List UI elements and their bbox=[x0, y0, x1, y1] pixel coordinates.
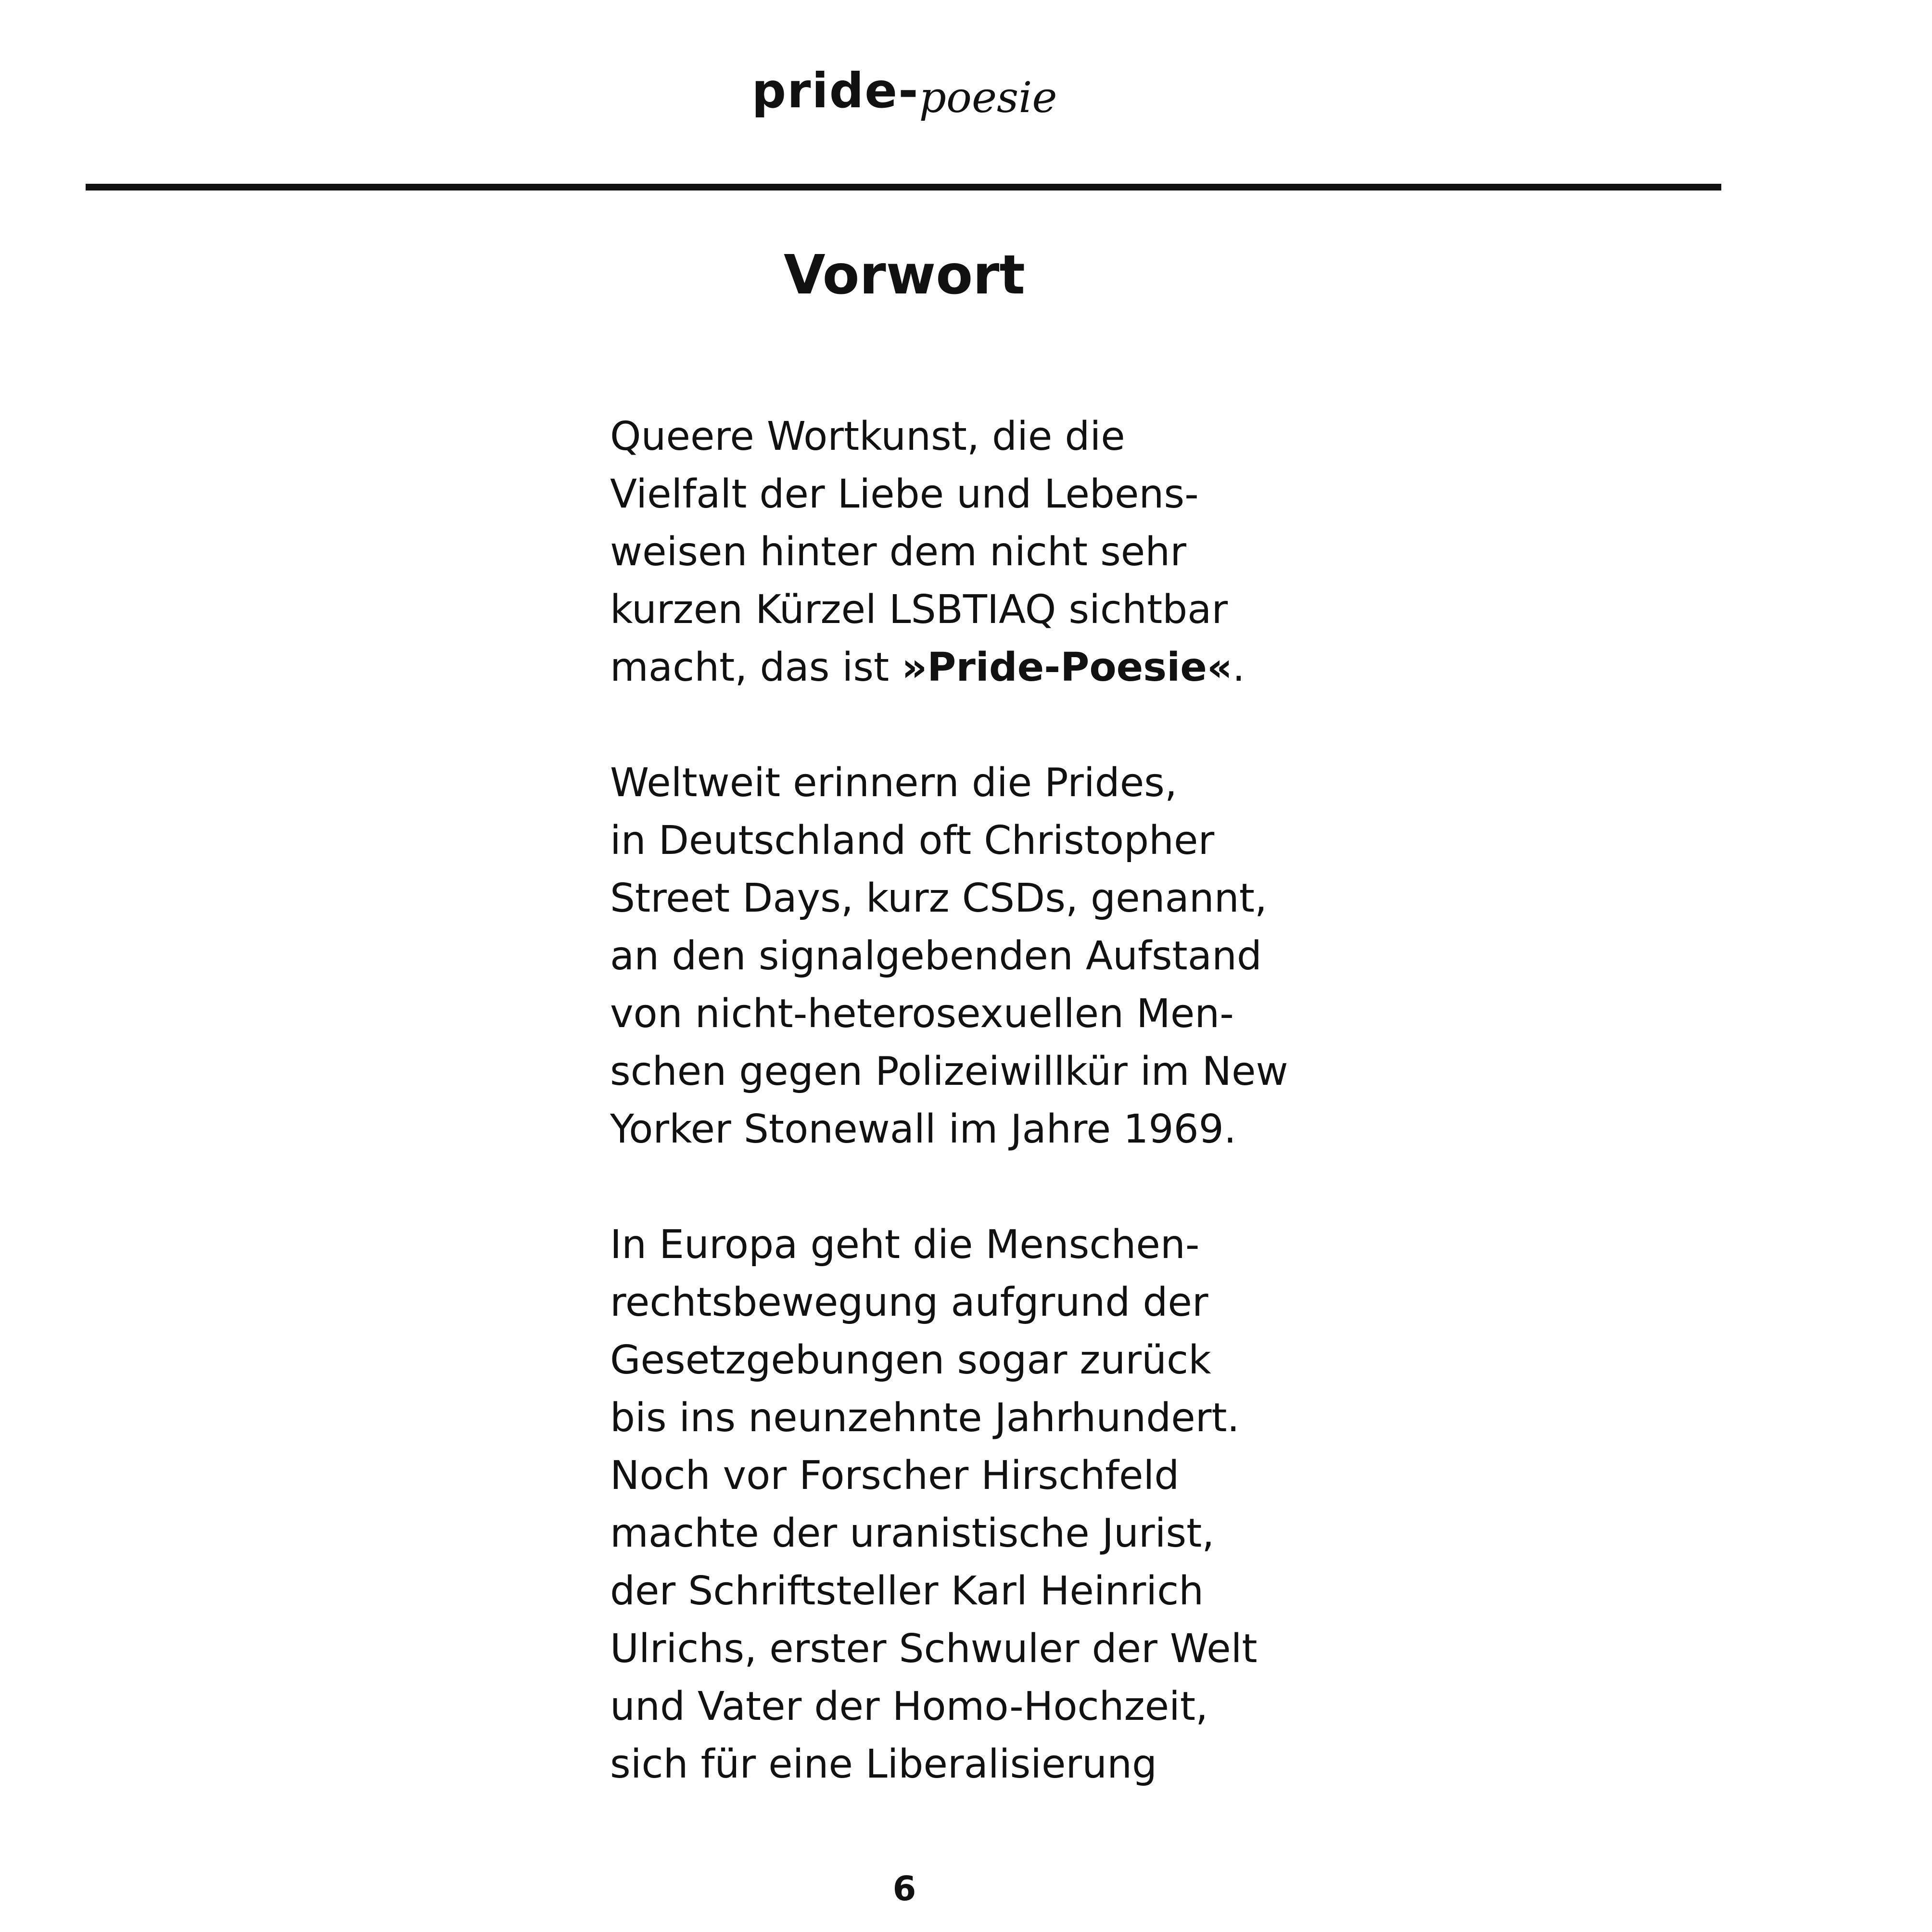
page-title: Vorwort bbox=[784, 244, 1025, 306]
text-line: von nicht-heterosexuellen Men- bbox=[610, 991, 1234, 1037]
text-line: weisen hinter dem nicht sehr bbox=[610, 529, 1186, 575]
text-line: der Schriftsteller Karl Heinrich bbox=[610, 1568, 1204, 1614]
running-header bbox=[0, 63, 1809, 122]
text-line-prefix: macht, das ist bbox=[610, 645, 902, 690]
text-line: In Europa geht die Menschen- bbox=[610, 1222, 1200, 1268]
logo-separator: - bbox=[898, 63, 919, 119]
text-line: bis ins neunzehnte Jahrhundert. bbox=[610, 1395, 1240, 1441]
text-line: kurzen Kürzel LSBTIAQ sichtbar bbox=[610, 587, 1228, 633]
text-line: rechtsbewegung aufgrund der bbox=[610, 1280, 1208, 1325]
logo-poesie-script: poesie bbox=[919, 73, 1057, 122]
text-line: an den signalgebenden Aufstand bbox=[610, 933, 1262, 979]
text-line: machte der uranistische Jurist, bbox=[610, 1511, 1215, 1556]
page-number: 6 bbox=[892, 1869, 916, 1908]
text-line: schen gegen Polizeiwillkür im New bbox=[610, 1049, 1288, 1094]
text-line: und Vater der Homo-Hochzeit, bbox=[610, 1684, 1208, 1729]
text-line: Street Days, kurz CSDs, genannt, bbox=[610, 876, 1267, 921]
text-line: Ulrichs, erster Schwuler der Welt bbox=[610, 1626, 1258, 1672]
text-line: Yorker Stonewall im Jahre 1969. bbox=[610, 1106, 1236, 1152]
paragraph-1 bbox=[610, 408, 1332, 697]
text-line-suffix: . bbox=[1232, 645, 1245, 690]
text-line: Queere Wortkunst, die die bbox=[610, 414, 1125, 459]
text-line: Noch vor Forscher Hirschfeld bbox=[610, 1453, 1180, 1499]
body-text bbox=[610, 408, 1332, 1851]
text-line: sich für eine Liberalisierung bbox=[610, 1741, 1157, 1787]
text-line: in Deutschland oft Christopher bbox=[610, 818, 1215, 864]
paragraph-3 bbox=[610, 1216, 1332, 1793]
text-line bbox=[610, 639, 1332, 697]
pride-poesie-emphasis: »Pride-Poesie« bbox=[902, 645, 1233, 690]
text-line: Vielfalt der Liebe und Lebens- bbox=[610, 471, 1199, 517]
logo-pride-text: pride bbox=[751, 63, 899, 119]
paragraph-2 bbox=[610, 754, 1332, 1158]
header-divider bbox=[86, 184, 1721, 191]
text-line: Weltweit erinnern die Prides, bbox=[610, 760, 1177, 806]
text-line: Gesetzgebungen sogar zurück bbox=[610, 1337, 1211, 1383]
